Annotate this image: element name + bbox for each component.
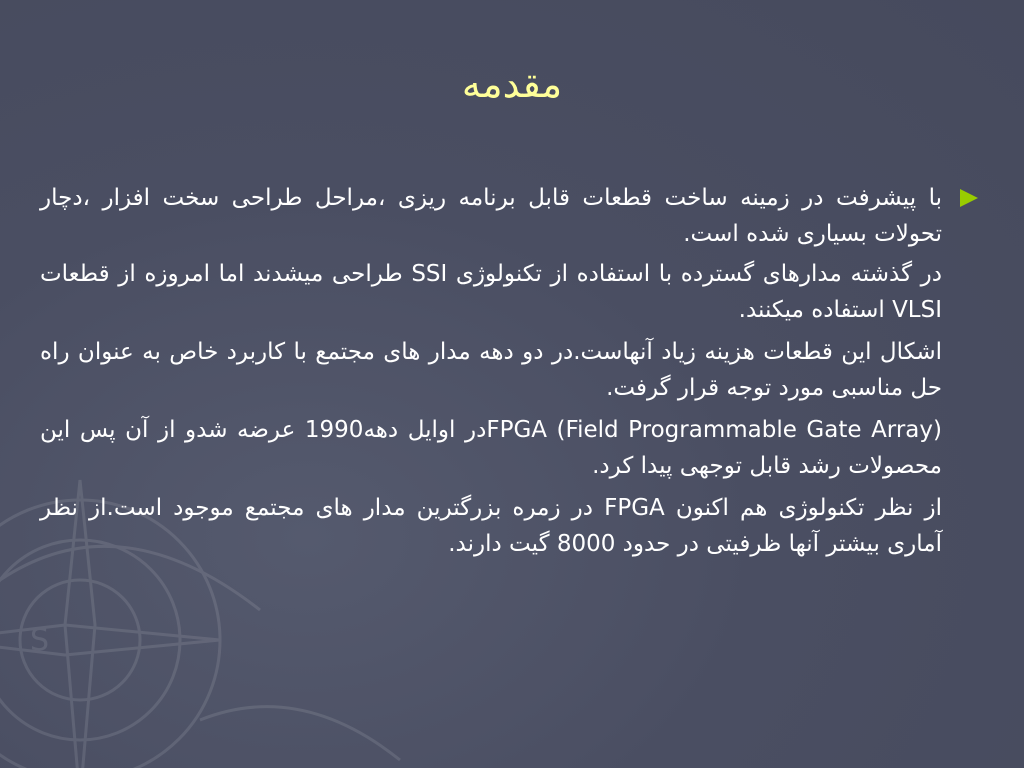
slide-title: مقدمه [461,62,563,106]
paragraph-text: اشکال این قطعات هزینه زیاد آنهاست.در دو دهه مدار های مجتمع با کاربرد خاص به عنوان راه حل مناسبی مورد توجه قرار گرفت. [40,339,942,401]
svg-text:S: S [30,623,50,658]
bullet-item [40,180,980,252]
paragraph-text: در گذشته مدارهای گسترده با استفاده از تکنولوژی SSI طراحی میشدند اما امروزه از قطعات VLSI استفاده میکنند. [40,261,942,323]
paragraph [40,256,980,328]
paragraph [40,334,980,406]
paragraph [40,490,980,562]
slide-content [40,180,980,568]
paragraph-text: با پیشرفت در زمینه ساخت قطعات قابل برنامه ریزی ،مراحل طراحی سخت افزار ،دچار تحولات بسیاری شده است. [40,185,942,247]
paragraph-text: از نظر تکنولوژی هم اکنون FPGA در زمره بزرگترین مدار های مجتمع موجود است.از نظر آماری بیشتر آنها ظرفیتی در حدود 8000 گیت دارند. [40,495,942,557]
paragraph-text: FPGA (Field Programmable Gate Array)در اوایل دهه1990 عرضه شدو از آن پس این محصولات رشد قابل توجهی پیدا کرد. [40,417,942,479]
paragraph [40,412,980,484]
triangle-right-icon [960,189,978,207]
